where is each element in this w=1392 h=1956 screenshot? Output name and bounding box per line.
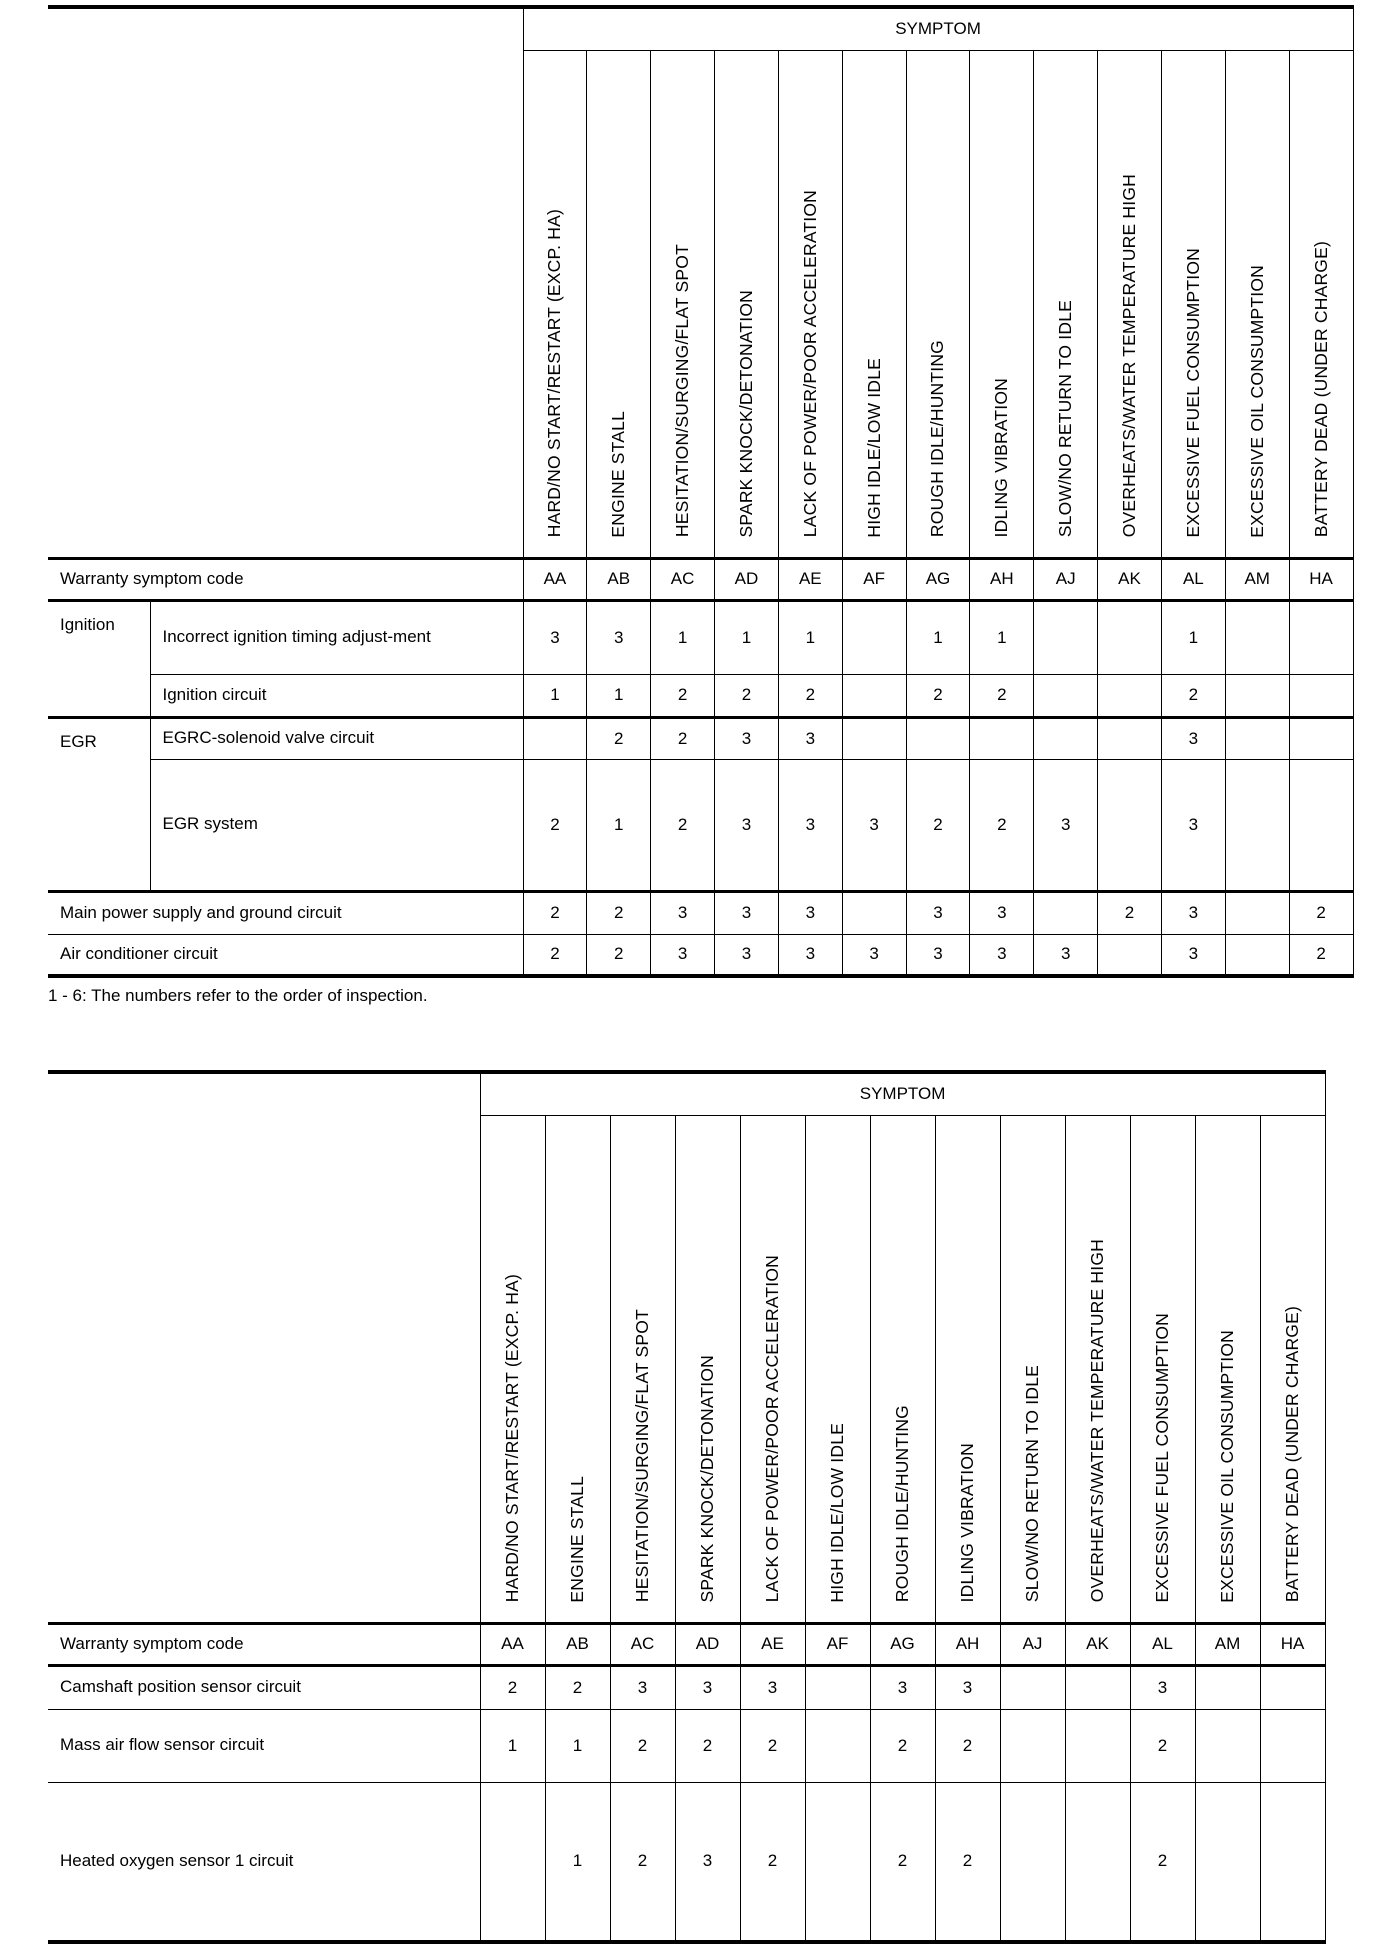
symptom-label: ROUGH IDLE/HUNTING [892,1405,912,1603]
inspection-order-cell: 2 [523,934,587,976]
symptom-column-header [842,50,906,558]
inspection-order-cell [1000,1709,1065,1782]
inspection-order-cell [1260,1665,1325,1709]
inspection-order-cell: 3 [715,934,779,976]
inspection-order-cell: 2 [675,1709,740,1782]
inspection-order-cell: 3 [587,600,651,674]
inspection-order-cell: 1 [715,600,779,674]
inspection-order-cell: 3 [1130,1665,1195,1709]
inspection-order-cell: 2 [970,759,1034,891]
inspection-order-cell: 2 [1289,891,1353,934]
header-blank [48,1072,480,1623]
inspection-order-cell: 3 [870,1665,935,1709]
warranty-code: AK [1065,1623,1130,1665]
symptom-column-header [778,50,842,558]
symptom-column-header [545,1115,610,1623]
warranty-code: AF [805,1623,870,1665]
inspection-order-cell: 3 [778,891,842,934]
symptom-column-header [1065,1115,1130,1623]
group-label: Ignition [48,600,150,717]
symptom-label: BATTERY DEAD (UNDER CHARGE) [1310,241,1331,538]
symptom-label: ROUGH IDLE/HUNTING [927,340,948,538]
inspection-order-cell [1225,891,1289,934]
inspection-order-cell: 3 [675,1782,740,1942]
symptom-column-header [715,50,779,558]
inspection-order-cell: 3 [651,891,715,934]
symptom-label: LACK OF POWER/POOR ACCELERATION [762,1255,782,1603]
symptom-table-2 [48,1070,1326,1944]
inspection-order-cell: 3 [740,1665,805,1709]
symptom-label: HARD/NO START/RESTART (EXCP. HA) [544,209,565,538]
inspection-order-cell: 3 [1161,759,1225,891]
component-label: Incorrect ignition timing adjust-ment [150,600,523,674]
inspection-order-cell: 2 [610,1782,675,1942]
warranty-code: AK [1098,558,1162,600]
inspection-order-cell [1225,759,1289,891]
inspection-order-cell [842,674,906,717]
warranty-code: AG [906,558,970,600]
inspection-order-cell: 3 [1161,891,1225,934]
warranty-code: AE [778,558,842,600]
component-label: Camshaft position sensor circuit [48,1665,480,1709]
inspection-order-cell: 1 [587,674,651,717]
inspection-order-cell: 3 [715,891,779,934]
inspection-order-cell: 3 [906,934,970,976]
inspection-order-cell [805,1665,870,1709]
inspection-order-cell [1034,891,1098,934]
inspection-order-cell: 2 [740,1709,805,1782]
component-label: EGRC-solenoid valve circuit [150,717,523,759]
inspection-order-cell: 1 [970,600,1034,674]
table-row [48,717,1353,759]
symptom-label: SLOW/NO RETURN TO IDLE [1022,1365,1042,1603]
symptom-column-header [1130,1115,1195,1623]
inspection-order-cell [523,717,587,759]
warranty-code: AH [970,558,1034,600]
component-label: Heated oxygen sensor 1 circuit [48,1782,480,1942]
inspection-order-cell [842,600,906,674]
group-label: EGR [48,717,150,891]
symptom-label: SPARK KNOCK/DETONATION [735,290,756,538]
inspection-order-cell [1065,1665,1130,1709]
symptom-column-header [1034,50,1098,558]
inspection-order-cell [1098,717,1162,759]
symptom-label: LACK OF POWER/POOR ACCELERATION [799,190,820,538]
inspection-order-cell: 2 [1130,1782,1195,1942]
inspection-order-cell [1195,1665,1260,1709]
symptom-column-header [1225,50,1289,558]
inspection-order-cell: 3 [842,759,906,891]
inspection-order-cell: 3 [1034,934,1098,976]
symptom-label: HIGH IDLE/LOW IDLE [827,1422,847,1603]
inspection-order-cell: 2 [1289,934,1353,976]
inspection-order-cell [1225,717,1289,759]
table-row [48,934,1353,976]
symptom-label: ENGINE STALL [608,410,629,538]
warranty-code: AB [587,558,651,600]
inspection-order-cell [842,717,906,759]
inspection-order-cell: 2 [651,717,715,759]
inspection-order-cell: 3 [970,891,1034,934]
inspection-order-cell: 3 [970,934,1034,976]
inspection-order-cell [1098,759,1162,891]
inspection-order-cell [1000,1782,1065,1942]
warranty-code: AE [740,1623,805,1665]
inspection-order-cell: 3 [651,934,715,976]
inspection-order-cell [1065,1782,1130,1942]
inspection-order-cell: 1 [545,1782,610,1942]
symptom-label: OVERHEATS/WATER TEMPERATURE HIGH [1087,1239,1107,1603]
inspection-order-cell [1289,717,1353,759]
inspection-order-cell: 1 [523,674,587,717]
inspection-order-cell [1034,600,1098,674]
inspection-order-cell [906,717,970,759]
inspection-order-cell: 2 [587,934,651,976]
warranty-label: Warranty symptom code [48,558,523,600]
inspection-order-cell [1289,759,1353,891]
inspection-order-cell: 3 [715,759,779,891]
symptom-label: EXCESSIVE OIL CONSUMPTION [1246,264,1267,538]
inspection-order-cell: 2 [480,1665,545,1709]
table-row [48,759,1353,891]
symptom-header: SYMPTOM [523,7,1353,50]
warranty-code: AC [610,1623,675,1665]
inspection-order-cell [1034,717,1098,759]
inspection-order-cell: 1 [480,1709,545,1782]
inspection-order-cell: 2 [523,891,587,934]
inspection-order-cell: 2 [587,891,651,934]
inspection-order-cell: 3 [778,934,842,976]
inspection-order-cell: 2 [970,674,1034,717]
table-row [48,1782,1325,1942]
table-row [48,1709,1325,1782]
inspection-order-cell: 3 [523,600,587,674]
inspection-order-cell: 3 [675,1665,740,1709]
warranty-code: AH [935,1623,1000,1665]
symptom-label: HARD/NO START/RESTART (EXCP. HA) [502,1274,522,1603]
inspection-order-cell [1098,934,1162,976]
warranty-code: AJ [1000,1623,1065,1665]
warranty-code: AJ [1034,558,1098,600]
symptom-table-1 [48,5,1354,978]
inspection-order-cell [805,1782,870,1942]
symptom-column-header [1161,50,1225,558]
component-label: EGR system [150,759,523,891]
symptom-column-header [1195,1115,1260,1623]
symptom-label: EXCESSIVE FUEL CONSUMPTION [1182,248,1203,538]
footnote: 1 - 6: The numbers refer to the order of inspection. [48,986,428,1005]
inspection-order-cell: 2 [545,1665,610,1709]
component-label: Main power supply and ground circuit [48,891,523,934]
inspection-order-cell [1000,1665,1065,1709]
inspection-order-cell [805,1709,870,1782]
symptom-label: IDLING VIBRATION [957,1443,977,1603]
symptom-label: BATTERY DEAD (UNDER CHARGE) [1282,1306,1303,1603]
warranty-code: AD [675,1623,740,1665]
symptom-column-header [805,1115,870,1623]
inspection-order-cell [1195,1782,1260,1942]
symptom-label: HESITATION/SURGING/FLAT SPOT [632,1309,652,1603]
symptom-column-header [675,1115,740,1623]
symptom-label: EXCESSIVE OIL CONSUMPTION [1217,1329,1237,1603]
inspection-order-cell: 1 [1161,600,1225,674]
warranty-code: AA [480,1623,545,1665]
inspection-order-cell: 2 [870,1709,935,1782]
warranty-code: AC [651,558,715,600]
symptom-column-header [870,1115,935,1623]
inspection-order-cell: 3 [1161,934,1225,976]
inspection-order-cell: 3 [842,934,906,976]
inspection-order-cell [842,891,906,934]
symptom-header: SYMPTOM [480,1072,1325,1115]
inspection-order-cell: 2 [935,1709,1000,1782]
inspection-order-cell: 3 [906,891,970,934]
inspection-order-cell: 1 [906,600,970,674]
warranty-code: AL [1161,558,1225,600]
symptom-column-header [1000,1115,1065,1623]
header-blank [48,7,523,558]
symptom-column-header [587,50,651,558]
symptom-column-header [935,1115,1000,1623]
symptom-column-header [1289,50,1353,558]
component-label: Ignition circuit [150,674,523,717]
inspection-order-cell [1034,674,1098,717]
symptom-label: HESITATION/SURGING/FLAT SPOT [672,244,693,538]
inspection-order-cell: 2 [1098,891,1162,934]
inspection-order-cell: 2 [715,674,779,717]
table-row [48,1665,1325,1709]
inspection-order-cell: 2 [906,674,970,717]
symptom-label: HIGH IDLE/LOW IDLE [863,357,884,538]
inspection-order-cell [1098,600,1162,674]
warranty-code: AA [523,558,587,600]
component-label: Air conditioner circuit [48,934,523,976]
symptom-label: EXCESSIVE FUEL CONSUMPTION [1152,1313,1172,1603]
warranty-code: HA [1260,1623,1325,1665]
inspection-order-cell [1225,674,1289,717]
inspection-order-cell [970,717,1034,759]
table-row [48,600,1353,674]
inspection-order-cell [1225,934,1289,976]
symptom-label: SPARK KNOCK/DETONATION [697,1355,717,1603]
inspection-order-cell [1195,1709,1260,1782]
inspection-order-cell [1065,1709,1130,1782]
warranty-label: Warranty symptom code [48,1623,480,1665]
table-row [48,674,1353,717]
symptom-column-header [523,50,587,558]
inspection-order-cell: 2 [740,1782,805,1942]
table-row [48,891,1353,934]
inspection-order-cell: 3 [935,1665,1000,1709]
inspection-order-cell [1225,600,1289,674]
inspection-order-cell: 3 [778,717,842,759]
inspection-order-cell: 1 [587,759,651,891]
warranty-code: AG [870,1623,935,1665]
inspection-order-cell: 2 [870,1782,935,1942]
inspection-order-cell [1260,1709,1325,1782]
inspection-order-cell [1289,600,1353,674]
warranty-code: AD [715,558,779,600]
symptom-column-header [740,1115,805,1623]
symptom-label: SLOW/NO RETURN TO IDLE [1055,300,1076,538]
symptom-label: ENGINE STALL [567,1475,587,1603]
warranty-code: AB [545,1623,610,1665]
symptom-column-header [906,50,970,558]
inspection-order-cell: 2 [523,759,587,891]
symptom-column-header [651,50,715,558]
inspection-order-cell: 2 [1161,674,1225,717]
inspection-order-cell: 3 [1161,717,1225,759]
component-label: Mass air flow sensor circuit [48,1709,480,1782]
inspection-order-cell [1289,674,1353,717]
symptom-column-header [1260,1115,1325,1623]
warranty-code: AM [1225,558,1289,600]
symptom-column-header [480,1115,545,1623]
inspection-order-cell: 3 [610,1665,675,1709]
inspection-order-cell: 3 [778,759,842,891]
symptom-column-header [610,1115,675,1623]
symptom-label: OVERHEATS/WATER TEMPERATURE HIGH [1119,174,1140,538]
inspection-order-cell: 1 [545,1709,610,1782]
inspection-order-cell: 2 [651,759,715,891]
symptom-label: IDLING VIBRATION [991,378,1012,538]
inspection-order-cell [480,1782,545,1942]
warranty-code: AM [1195,1623,1260,1665]
symptom-column-header [970,50,1034,558]
inspection-order-cell: 2 [778,674,842,717]
warranty-code: AL [1130,1623,1195,1665]
inspection-order-cell: 3 [1034,759,1098,891]
symptom-column-header [1098,50,1162,558]
inspection-order-cell: 1 [778,600,842,674]
warranty-code: AF [842,558,906,600]
inspection-order-cell [1098,674,1162,717]
inspection-order-cell: 1 [651,600,715,674]
inspection-order-cell: 2 [935,1782,1000,1942]
inspection-order-cell: 2 [906,759,970,891]
inspection-order-cell: 2 [651,674,715,717]
inspection-order-cell [1260,1782,1325,1942]
inspection-order-cell: 3 [715,717,779,759]
inspection-order-cell: 2 [610,1709,675,1782]
warranty-code: HA [1289,558,1353,600]
inspection-order-cell: 2 [1130,1709,1195,1782]
inspection-order-cell: 2 [587,717,651,759]
